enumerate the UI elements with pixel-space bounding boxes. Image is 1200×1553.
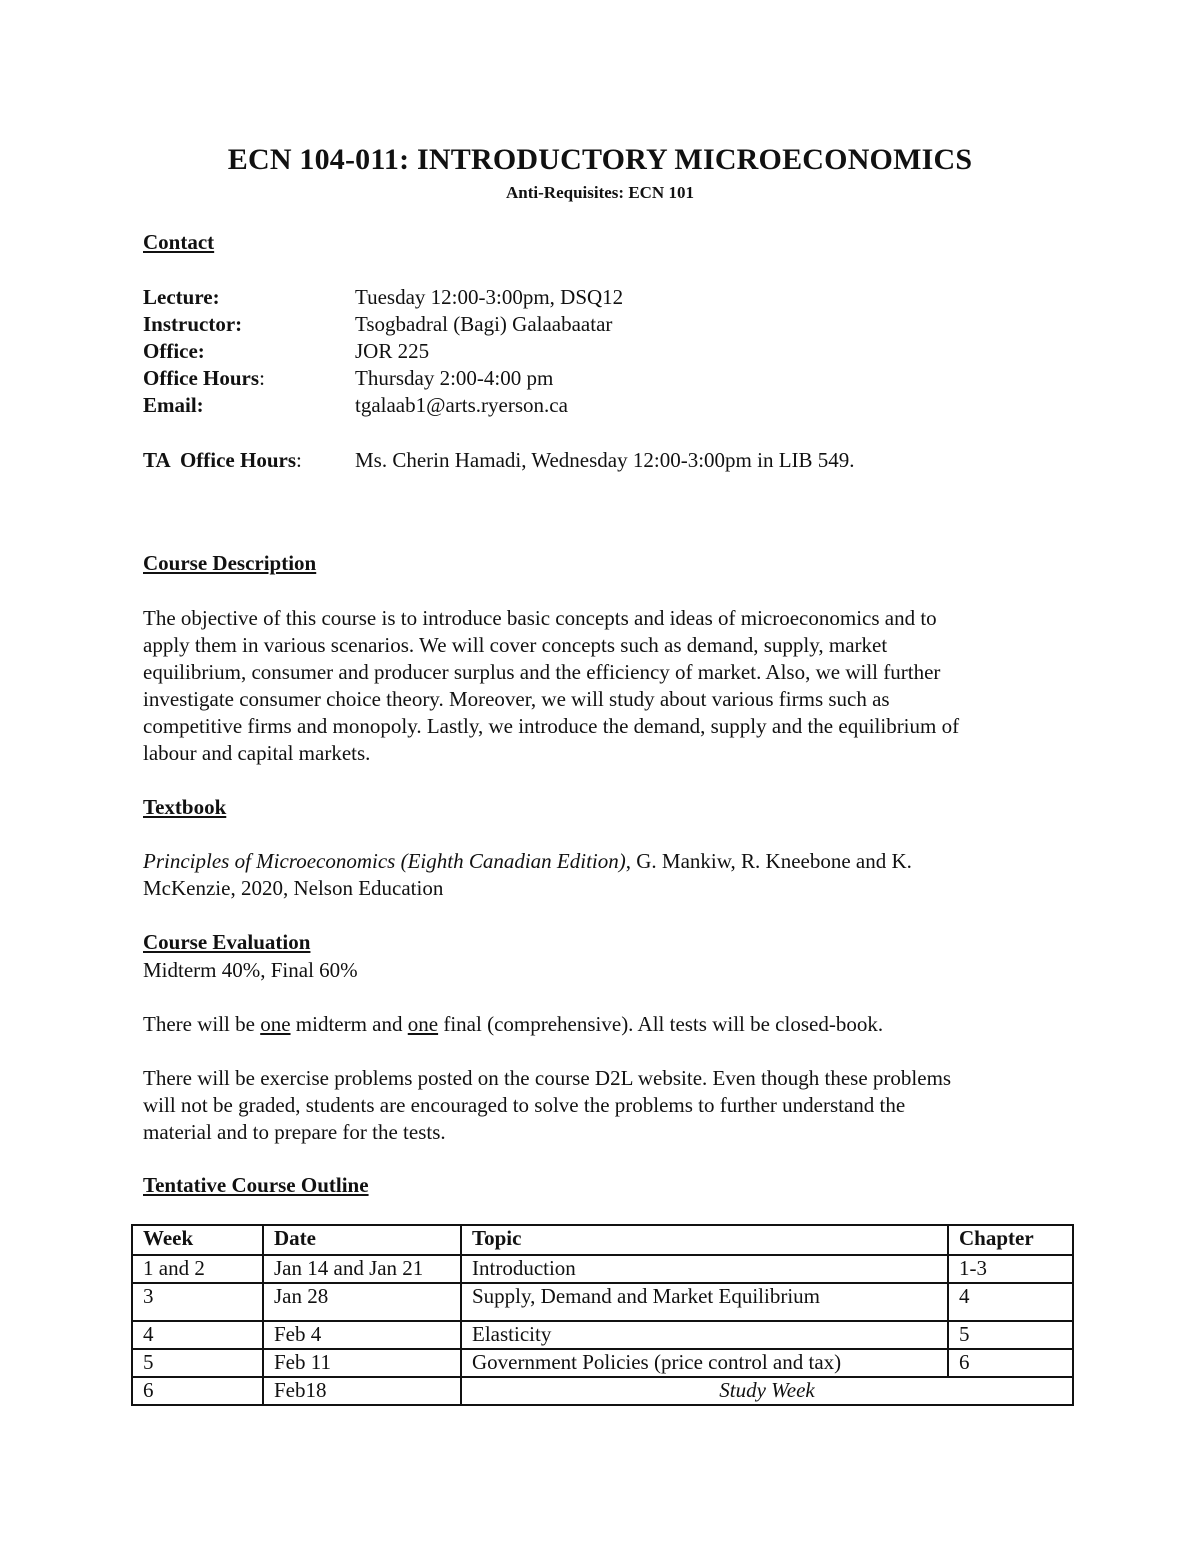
column-header-date: Date [263,1225,461,1255]
cell-date: Jan 14 and Jan 21 [263,1255,461,1283]
anti-requisites: Anti-Requisites: ECN 101 [506,183,694,202]
instructor-value: Tsogbadral (Bagi) Galaabaatar [355,312,613,336]
tests-one-midterm: one [260,1012,291,1036]
textbook-citation [143,848,1073,902]
exercise-line: will not be graded, students are encouraged to solve the problems to further understand the [143,1093,906,1117]
textbook-authors: , G. Mankiw, R. Kneebone and K. [625,849,912,873]
description-line: investigate consumer choice theory. Moreover, we will study about various firms such as [143,687,890,711]
course-description-text [143,605,1073,767]
cell-week: 4 [132,1321,263,1349]
tests-text: There will be [143,1012,261,1036]
table-row [132,1321,1073,1349]
cell-date: Feb 4 [263,1321,461,1349]
textbook-line: McKenzie, 2020, Nelson Education [143,876,444,900]
cell-date: Feb18 [263,1377,461,1405]
email-value: tgalaab1@arts.ryerson.ca [355,393,568,417]
cell-chapter: 4 [948,1283,1073,1321]
cell-week: 5 [132,1349,263,1377]
ta-office-hours-label [143,448,302,473]
course-description-heading: Course Description [143,551,317,575]
description-line: competitive firms and monopoly. Lastly, we introduce the demand, supply and the equilibrium of [143,714,960,738]
cell-date: Jan 28 [263,1283,461,1321]
course-outline-heading: Tentative Course Outline [143,1173,369,1197]
course-outline-table [131,1224,1074,1406]
office-hours-colon: : [259,366,265,390]
office-value: JOR 225 [355,339,430,363]
cell-week: 1 and 2 [132,1255,263,1283]
cell-topic: Introduction [461,1255,948,1283]
exercise-line: material and to prepare for the tests. [143,1120,446,1144]
tests-note [143,1011,1073,1038]
cell-topic: Government Policies (price control and tax) [461,1349,948,1377]
tests-text: midterm and [290,1012,408,1036]
column-header-week: Week [132,1225,263,1255]
textbook-line [143,848,1073,875]
ta-label-text: TA Office Hours [143,448,297,472]
table-row [132,1255,1073,1283]
textbook-heading: Textbook [143,795,227,819]
table-header-row [132,1225,1073,1255]
ta-office-hours-value: Ms. Cherin Hamadi, Wednesday 12:00-3:00pm in LIB 549. [355,448,855,472]
instructor-label: Instructor: [143,312,243,336]
office-hours-label-text: Office Hours [143,366,260,390]
course-title: ECN 104-011: INTRODUCTORY MICROECONOMICS [227,143,973,176]
cell-week: 3 [132,1283,263,1321]
textbook-title: Principles of Microeconomics (Eighth Canadian Edition) [143,849,626,873]
cell-week: 6 [132,1377,263,1405]
contact-heading: Contact [143,230,215,254]
ta-colon: : [296,448,302,472]
description-line: equilibrium, consumer and producer surplus and the efficiency of market. Also, we will further [143,660,941,684]
cell-topic: Supply, Demand and Market Equilibrium [461,1283,948,1321]
table-row [132,1283,1073,1321]
cell-topic: Elasticity [461,1321,948,1349]
office-hours-label [143,366,265,391]
table-row [132,1349,1073,1377]
description-line: The objective of this course is to introduce basic concepts and ideas of microeconomics and to [143,606,937,630]
cell-date: Feb 11 [263,1349,461,1377]
office-label: Office: [143,339,205,363]
cell-chapter: 1-3 [948,1255,1073,1283]
tests-line [143,1011,1073,1038]
column-header-topic: Topic [461,1225,948,1255]
tests-text: final (comprehensive). All tests will be closed-book. [438,1012,884,1036]
cell-chapter: 5 [948,1321,1073,1349]
description-line: apply them in various scenarios. We will cover concepts such as demand, supply, market [143,633,888,657]
evaluation-weights [143,957,1073,984]
tests-one-final: one [407,1012,439,1036]
exercise-note [143,1065,1073,1146]
description-line: labour and capital markets. [143,741,371,765]
weights-text: Midterm 40%, Final 60% [143,958,358,982]
office-hours-value: Thursday 2:00-4:00 pm [355,366,554,390]
lecture-value: Tuesday 12:00-3:00pm, DSQ12 [355,285,624,309]
lecture-label: Lecture: [143,285,220,309]
cell-chapter: 6 [948,1349,1073,1377]
exercise-line: There will be exercise problems posted on the course D2L website. Even though these problems [143,1066,952,1090]
table-row [132,1377,1073,1405]
course-evaluation-heading: Course Evaluation [143,930,311,954]
email-label: Email: [143,393,204,417]
column-header-chapter: Chapter [948,1225,1073,1255]
cell-study-week: Study Week [461,1377,1073,1405]
